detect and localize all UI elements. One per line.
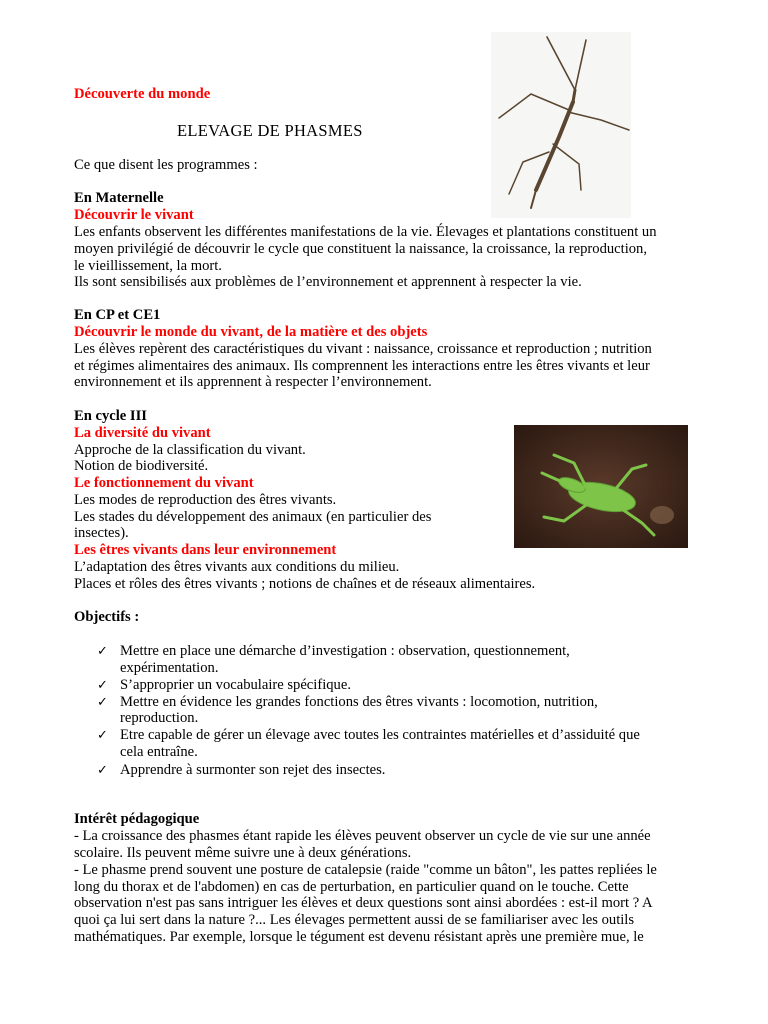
paragraph-line: le vieillissement, la mort. — [74, 258, 222, 274]
section-cycle3-sub3: Les êtres vivants dans leur environnement — [74, 542, 337, 558]
intro-text: Ce que disent les programmes : — [74, 157, 258, 173]
checkmark-icon: ✓ — [97, 694, 108, 709]
paragraph-line: Les élèves repèrent des caractéristiques du vivant : naissance, croissance et reproduction ; nutrition — [74, 341, 652, 357]
interest-label: Intérêt pédagogique — [74, 811, 200, 827]
paragraph-line: - Le phasme prend souvent une posture de catalepsie (raide "comme un bâton", les pattes repliées le — [74, 862, 657, 878]
stick-insect-photo — [491, 32, 631, 218]
section-maternelle-label: En Maternelle — [74, 190, 164, 206]
paragraph-line: Les modes de reproduction des êtres vivants. — [74, 492, 337, 508]
objective-item: Mettre en place une démarche d’investigation : observation, questionnement, — [120, 643, 570, 659]
leaf-insect-photo — [514, 425, 688, 548]
paragraph-line: quoi ça lui sert dans la nature ?... Les élevages permettent aussi de se familiariser avec les outils — [74, 912, 635, 928]
paragraph-line: long du thorax et de l'abdomen) en cas de perturbation, en particulier quand on le touche. Cette — [74, 879, 629, 895]
objective-item: Etre capable de gérer un élevage avec toutes les contraintes matérielles et d’assiduité que — [120, 727, 640, 743]
objective-item-cont: expérimentation. — [120, 660, 219, 676]
heading-discovery: Découverte du monde — [74, 86, 211, 102]
objective-item-cont: reproduction. — [120, 710, 199, 726]
objective-item-cont: cela entraîne. — [120, 744, 198, 760]
section-cycle3-label: En cycle III — [74, 408, 147, 424]
paragraph-line: moyen privilégié de découvrir le cycle que constituent la naissance, la croissance, la reproduction, — [74, 241, 647, 257]
paragraph-line: L’adaptation des êtres vivants aux conditions du milieu. — [74, 559, 400, 575]
page-title: ELEVAGE DE PHASMES — [177, 121, 363, 140]
paragraph-line: mathématiques. Par exemple, lorsque le tégument est devenu résistant après une première mue, le — [74, 929, 644, 945]
paragraph-line: scolaire. Ils peuvent même suivre une à deux générations. — [74, 845, 412, 861]
objective-item: S’approprier un vocabulaire spécifique. — [120, 677, 351, 693]
objective-item: Apprendre à surmonter son rejet des insectes. — [120, 762, 386, 778]
paragraph-line: observation n'est pas sans intriguer les élèves et deux questions sont ainsi abordées : est-il mort ? A — [74, 895, 653, 911]
paragraph-line: Approche de la classification du vivant. — [74, 442, 306, 458]
section-cp-ce1-label: En CP et CE1 — [74, 307, 161, 323]
paragraph-line: insectes). — [74, 525, 129, 541]
paragraph-line: Notion de biodiversité. — [74, 458, 209, 474]
section-maternelle-subtitle: Découvrir le vivant — [74, 207, 194, 223]
checkmark-icon: ✓ — [97, 643, 108, 658]
objective-item: Mettre en évidence les grandes fonctions des êtres vivants : locomotion, nutrition, — [120, 694, 598, 710]
section-cp-ce1-subtitle: Découvrir le monde du vivant, de la matière et des objets — [74, 324, 428, 340]
paragraph-line: Les enfants observent les différentes manifestations de la vie. Élevages et plantations constituent un — [74, 224, 657, 240]
paragraph-line: Ils sont sensibilisés aux problèmes de l’environnement et apprennent à respecter la vie. — [74, 274, 582, 290]
paragraph-line: et régimes alimentaires des animaux. Ils comprennent les interactions entre les êtres vivants et leur — [74, 358, 650, 374]
checkmark-icon: ✓ — [97, 677, 108, 692]
paragraph-line: Places et rôles des êtres vivants ; notions de chaînes et de réseaux alimentaires. — [74, 576, 536, 592]
checkmark-icon: ✓ — [97, 727, 108, 742]
section-cycle3-sub2: Le fonctionnement du vivant — [74, 475, 254, 491]
section-cycle3-sub1: La diversité du vivant — [74, 425, 211, 441]
checkmark-icon: ✓ — [97, 762, 108, 777]
paragraph-line: - La croissance des phasmes étant rapide les élèves peuvent observer un cycle de vie sur une année — [74, 828, 651, 844]
paragraph-line: environnement et ils apprennent à respecter l’environnement. — [74, 374, 432, 390]
paragraph-line: Les stades du développement des animaux (en particulier des — [74, 509, 432, 525]
objectives-label: Objectifs : — [74, 609, 140, 625]
